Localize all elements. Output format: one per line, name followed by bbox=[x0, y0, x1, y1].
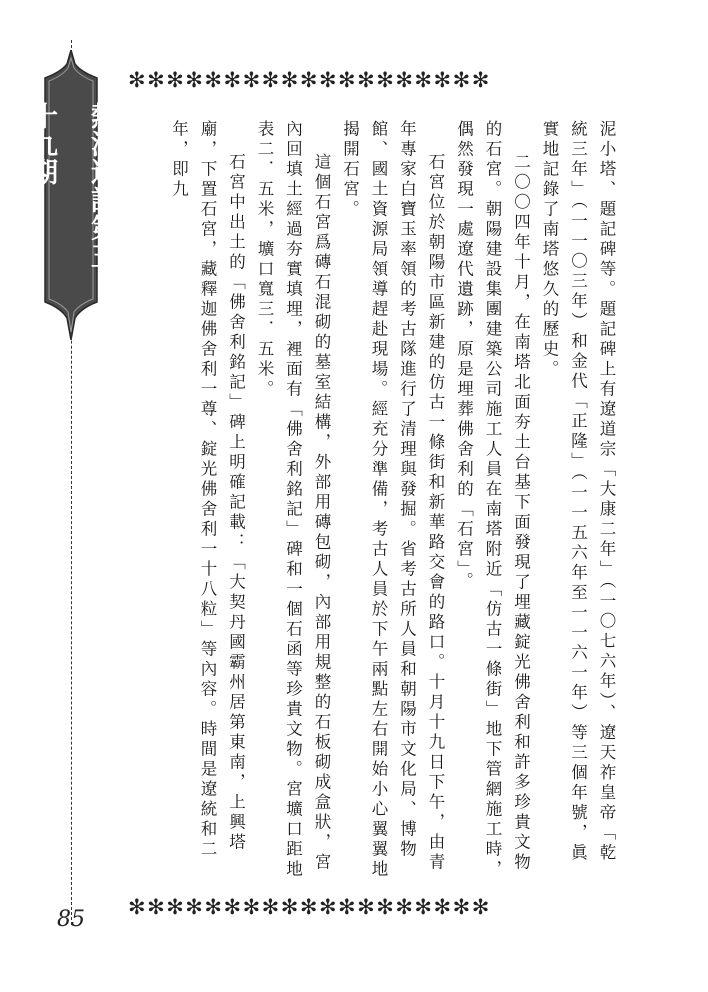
banner-title: 熱河通訊第五十九期 bbox=[26, 102, 117, 270]
paragraph-3: 石宮位於朝陽市區新建的仿古一條街和新華路交會的路口。十月十九日下午，由青年專家白寶玉率領的考古隊進行了清理與發掘。省考古所人員和朝陽市文化局、博物館、國土資源局領導趕赴現場。經充分準備，考古人員於下午兩點左右開始小心翼翼地揭開石宮。 bbox=[340, 120, 445, 880]
page-number: 85 bbox=[57, 907, 85, 932]
paragraph-5: 石宮中出土的「佛舍利銘記」碑上明確記載：「大契丹國霸州居第東南，上興塔廟，下置石宮，藏釋迦佛舍利一尊、錠光佛舍利一十八粒」等內容。時間是遼統和二年，即九 bbox=[169, 120, 246, 860]
top-ornament-rule: ✻✻✻✻✻✻✻✻✻✻✻✻✻✻✻✻✻✻✻ bbox=[128, 69, 491, 91]
paragraph-1: 泥小塔、題記碑等。題記碑上有遼道宗「大康二年」（一〇七六年）、遼天祚皇帝「乾統三年」（一一〇三年）和金代「正隆」（一一五六年至一一六一年）等三個年號，眞實地記錄了南塔悠久的歷史。 bbox=[540, 120, 616, 864]
paragraph-4: 這個石宮爲磚石混砌的墓室結構，外部用磚包砌，內部用規整的石板砌成盒狀，宮內回填土經過夯實填埋，裡面有「佛舍利銘記」碑和一個石函等珍貴文物。宮壙口距地表二．五米，壙口寬三．五米。 bbox=[255, 120, 331, 880]
bottom-ornament-rule: ✻✻✻✻✻✻✻✻✻✻✻✻✻✻✻✻✻✻✻ bbox=[128, 896, 491, 918]
article-body bbox=[150, 120, 620, 882]
paragraph-2: 二〇〇四年十月，在南塔北面夯土台基下面發現了埋藏錠光佛舍利和許多珍貴文物的石宮。朝陽建設集團建築公司施工人員在南塔附近「仿古一條街」地下管網施工時，偶然發現一處遼代遺跡，原是埋葬佛舍利的「石宮」。 bbox=[454, 120, 531, 880]
title-banner bbox=[26, 50, 117, 340]
